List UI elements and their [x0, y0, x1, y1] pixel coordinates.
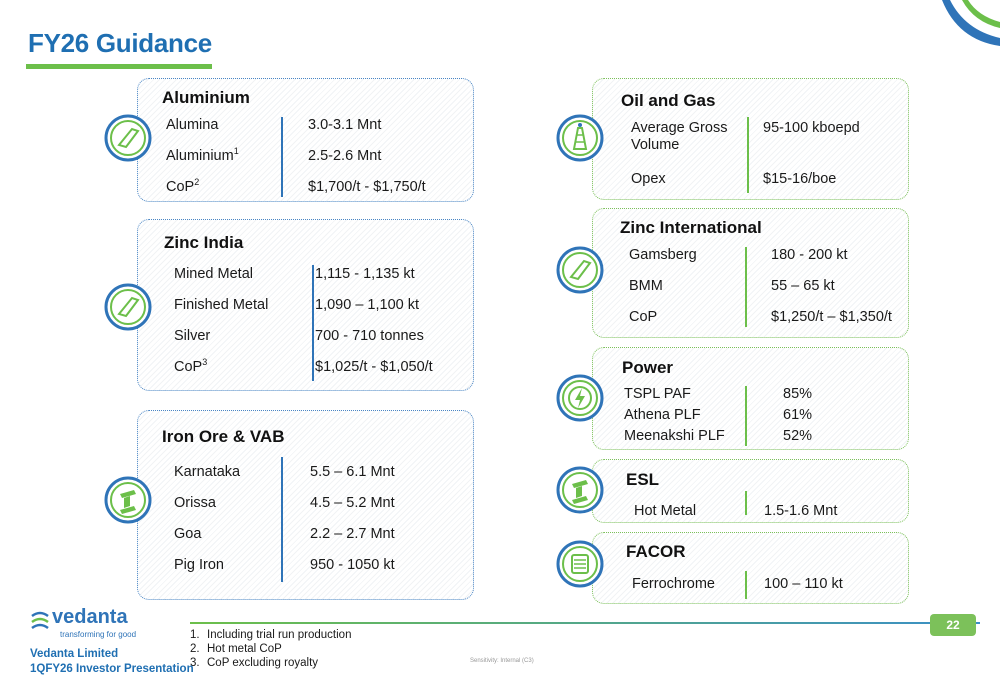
- zinc-international-title: Zinc International: [620, 218, 762, 237]
- zinc-india-card: [137, 219, 474, 391]
- zinc-international-divider: [745, 247, 747, 327]
- zinc-international-row-label: CoP: [629, 309, 658, 325]
- steel-beam-icon: [556, 466, 604, 514]
- vedanta-logo: [30, 606, 137, 639]
- esl-row-value: 1.5-1.6 Mnt: [764, 503, 838, 519]
- zinc-international-row-label: Gamsberg: [629, 247, 697, 263]
- esl-divider: [745, 491, 747, 515]
- iron-ore-row-value: 5.5 – 6.1 Mnt: [310, 464, 395, 480]
- facor-card: [592, 532, 909, 604]
- sensitivity-label: Sensitivity: Internal (C3): [470, 658, 534, 664]
- iron-ore-row-label: Pig Iron: [174, 557, 224, 573]
- logo-mark-icon: [30, 610, 50, 634]
- facor-row-value: 100 – 110 kt: [764, 576, 843, 592]
- zinc-india-title: Zinc India: [164, 233, 244, 252]
- power-row-value: 61%: [783, 407, 813, 423]
- logo-tagline: transforming for good: [60, 630, 137, 639]
- zinc-india-row-value: 700 - 710 tonnes: [315, 328, 424, 344]
- zinc-international-row-value: 55 – 65 kt: [771, 278, 835, 294]
- title-underline: [26, 64, 212, 69]
- footnotes: [190, 628, 351, 670]
- oil-gas-row-value: 95-100 kboepd: [763, 120, 860, 136]
- zinc-india-divider: [312, 265, 314, 381]
- esl-card: [592, 459, 909, 523]
- zinc-india-row-label: CoP$^3$: [174, 357, 208, 375]
- ingot-icon: [104, 283, 152, 331]
- power-card: [592, 347, 909, 450]
- esl-title: ESL: [626, 470, 660, 489]
- oil-gas-card: [592, 78, 909, 200]
- logo-wordmark: vedanta: [52, 606, 128, 628]
- ingot-icon: [104, 114, 152, 162]
- power-row-label: Athena PLF: [624, 407, 701, 423]
- ingot-icon: [556, 246, 604, 294]
- facor-row-label: Ferrochrome: [632, 576, 715, 592]
- iron-ore-row-label: Karnataka: [174, 464, 241, 480]
- aluminium-title: Aluminium: [162, 88, 250, 107]
- oil-rig-icon: [556, 114, 604, 162]
- coil-icon: [556, 540, 604, 588]
- oil-gas-title: Oil and Gas: [621, 91, 716, 110]
- footnote-item: 1. Including trial run production: [190, 629, 352, 641]
- footnote-item: 3. CoP excluding royalty: [190, 657, 319, 669]
- power-row-label: Meenakshi PLF: [624, 428, 725, 444]
- zinc-india-row-value: $1,025/t - $1,050/t: [315, 359, 433, 375]
- zinc-international-row-label: BMM: [629, 278, 663, 294]
- iron-ore-row-label: Goa: [174, 526, 202, 542]
- aluminium-row-value: $1,700/t - $1,750/t: [308, 179, 426, 195]
- footer-divider: [190, 622, 980, 624]
- iron-ore-divider: [281, 457, 283, 582]
- facor-divider: [745, 571, 747, 599]
- iron-ore-card: [137, 410, 474, 600]
- zinc-india-row-label: Finished Metal: [174, 297, 269, 313]
- oil-gas-divider: [747, 117, 749, 193]
- footnote-ref: 1: [233, 146, 239, 157]
- lightning-icon: [556, 374, 604, 422]
- company-info: [30, 647, 194, 677]
- aluminium-row-label: CoP$^2$: [166, 177, 200, 195]
- steel-beam-icon: [104, 476, 152, 524]
- esl-row-label: Hot Metal: [634, 503, 697, 519]
- zinc-india-row-value: 1,090 – 1,100 kt: [315, 297, 419, 313]
- footnote-ref: 2: [194, 177, 200, 188]
- corner-swoosh-graphic: [930, 0, 1000, 60]
- zinc-india-row-value: 1,115 - 1,135 kt: [315, 266, 415, 282]
- page-title: FY26 Guidance: [28, 28, 212, 58]
- iron-ore-row-value: 950 - 1050 kt: [310, 557, 395, 573]
- iron-ore-row-value: 2.2 – 2.7 Mnt: [310, 526, 395, 542]
- oil-gas-row-value: $15-16/boe: [763, 171, 837, 187]
- aluminium-row-label: Aluminium$^1$: [166, 146, 239, 164]
- aluminium-row-value: 2.5-2.6 Mnt: [308, 148, 382, 164]
- footnote-item: 2. Hot metal CoP: [190, 643, 282, 655]
- footnote-ref: 3: [202, 357, 208, 368]
- facor-title: FACOR: [626, 542, 686, 561]
- iron-ore-title: Iron Ore & VAB: [162, 427, 285, 446]
- power-row-label: TSPL PAF: [624, 386, 691, 402]
- zinc-international-row-value: $1,250/t – $1,350/t: [771, 309, 892, 325]
- aluminium-divider: [281, 117, 283, 197]
- zinc-international-row-value: 180 - 200 kt: [771, 247, 848, 263]
- power-divider: [745, 386, 747, 446]
- company-name: Vedanta Limited: [30, 648, 119, 660]
- aluminium-card: [137, 78, 474, 202]
- presentation-name: 1QFY26 Investor Presentation: [30, 663, 194, 675]
- zinc-international-card: [592, 208, 909, 338]
- aluminium-row-value: 3.0-3.1 Mnt: [308, 117, 382, 133]
- page-number: 22: [930, 614, 976, 636]
- power-row-value: 85%: [783, 386, 813, 402]
- zinc-india-row-label: Mined Metal: [174, 266, 253, 282]
- iron-ore-row-value: 4.5 – 5.2 Mnt: [310, 495, 395, 511]
- iron-ore-row-label: Orissa: [174, 495, 216, 511]
- power-row-value: 52%: [783, 428, 813, 444]
- power-title: Power: [622, 358, 674, 377]
- aluminium-row-label: Alumina: [166, 117, 219, 133]
- oil-gas-row-label: Average Gross Volume: [631, 120, 728, 153]
- zinc-india-row-label: Silver: [174, 328, 211, 344]
- oil-gas-row-label: Opex: [631, 171, 666, 187]
